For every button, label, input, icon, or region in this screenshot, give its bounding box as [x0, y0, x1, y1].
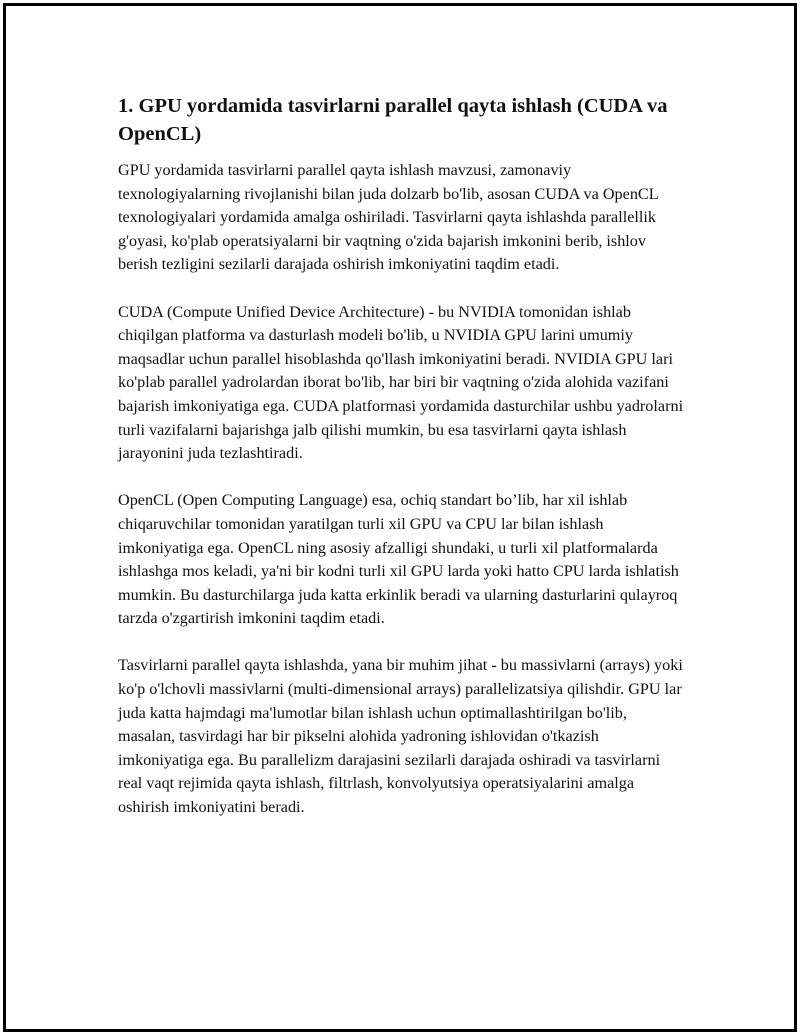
- paragraph-cuda: CUDA (Compute Unified Device Architecture) - bu NVIDIA tomonidan ishlab chiqilgan platforma va dasturlash modeli bo'lib, u NVIDIA GPU larini umumiy maqsadlar uchun parallel hisoblashda qo'llash imkoniyatini beradi. NVIDIA GPU lari ko'plab parallel yadrolardan iborat bo'lib, har biri bir vaqtning o'zida alohida vazifani bajarish imkoniyatiga ega. CUDA platformasi yordamida dasturchilar ushbu yadrolarni turli vazifalarni bajarishga jalb qilishi mumkin, bu esa tasvirlarni qayta ishlash jarayonini juda tezlashtiradi.: [118, 302, 684, 463]
- document-title: 1. GPU yordamida tasvirlarni parallel qayta ishlash (CUDA va OpenCL): [118, 95, 668, 145]
- paragraph-arrays: Tasvirlarni parallel qayta ishlashda, yana bir muhim jihat - bu massivlarni (arrays) yoki ko'p o'lchovli massivlarni (multi-dimensional arrays) parallelizatsiya qilishdir. GPU lar juda katta hajmdagi ma'lumotlar bilan ishlash uchun optimallashtirilgan bo'lib, masalan, tasvirdagi har bir pikselni alohida yadroning ishlovidan o'tkazish imkoniyatiga ega. Bu parallelizm darajasini sezilarli darajada oshiradi va tasvirlarni real vaqt rejimida qayta ishlash, filtrlash, konvolyutsiya operatsiyalarini amalga oshirish imkoniyatini beradi.: [118, 656, 683, 817]
- paragraph-opencl: OpenCL (Open Computing Language) esa, ochiq standart bo’lib, har xil ishlab chiqaruvchilar tomonidan yaratilgan turli xil GPU va CPU lar bilan ishlash imkoniyatiga ega. OpenCL ning asosiy afzalligi shundaki, u turli xil platformalarda ishlashga mos keladi, ya'ni bir kodni turli xil GPU larda yoki hatto CPU larda ishlatish mumkin. Bu dasturchilarga juda katta erkinlik beradi va ularning dasturlarini qulayroq tarzda o'zgartirish imkonini taqdim etadi.: [118, 491, 679, 628]
- document-body: [118, 92, 688, 843]
- paragraph-intro: GPU yordamida tasvirlarni parallel qayta ishlash mavzusi, zamonaviy texnologiyalarning rivojlanishi bilan juda dolzarb bo'lib, asosan CUDA va OpenCL texnologiyalari yordamida amalga oshiriladi. Tasvirlarni qayta ishlashda parallellik g'oyasi, ko'plab operatsiyalarni bir vaqtning o'zida bajarish imkonini berib, ishlov berish tezligini sezilarli darajada oshirish imkoniyatini taqdim etadi.: [118, 161, 659, 274]
